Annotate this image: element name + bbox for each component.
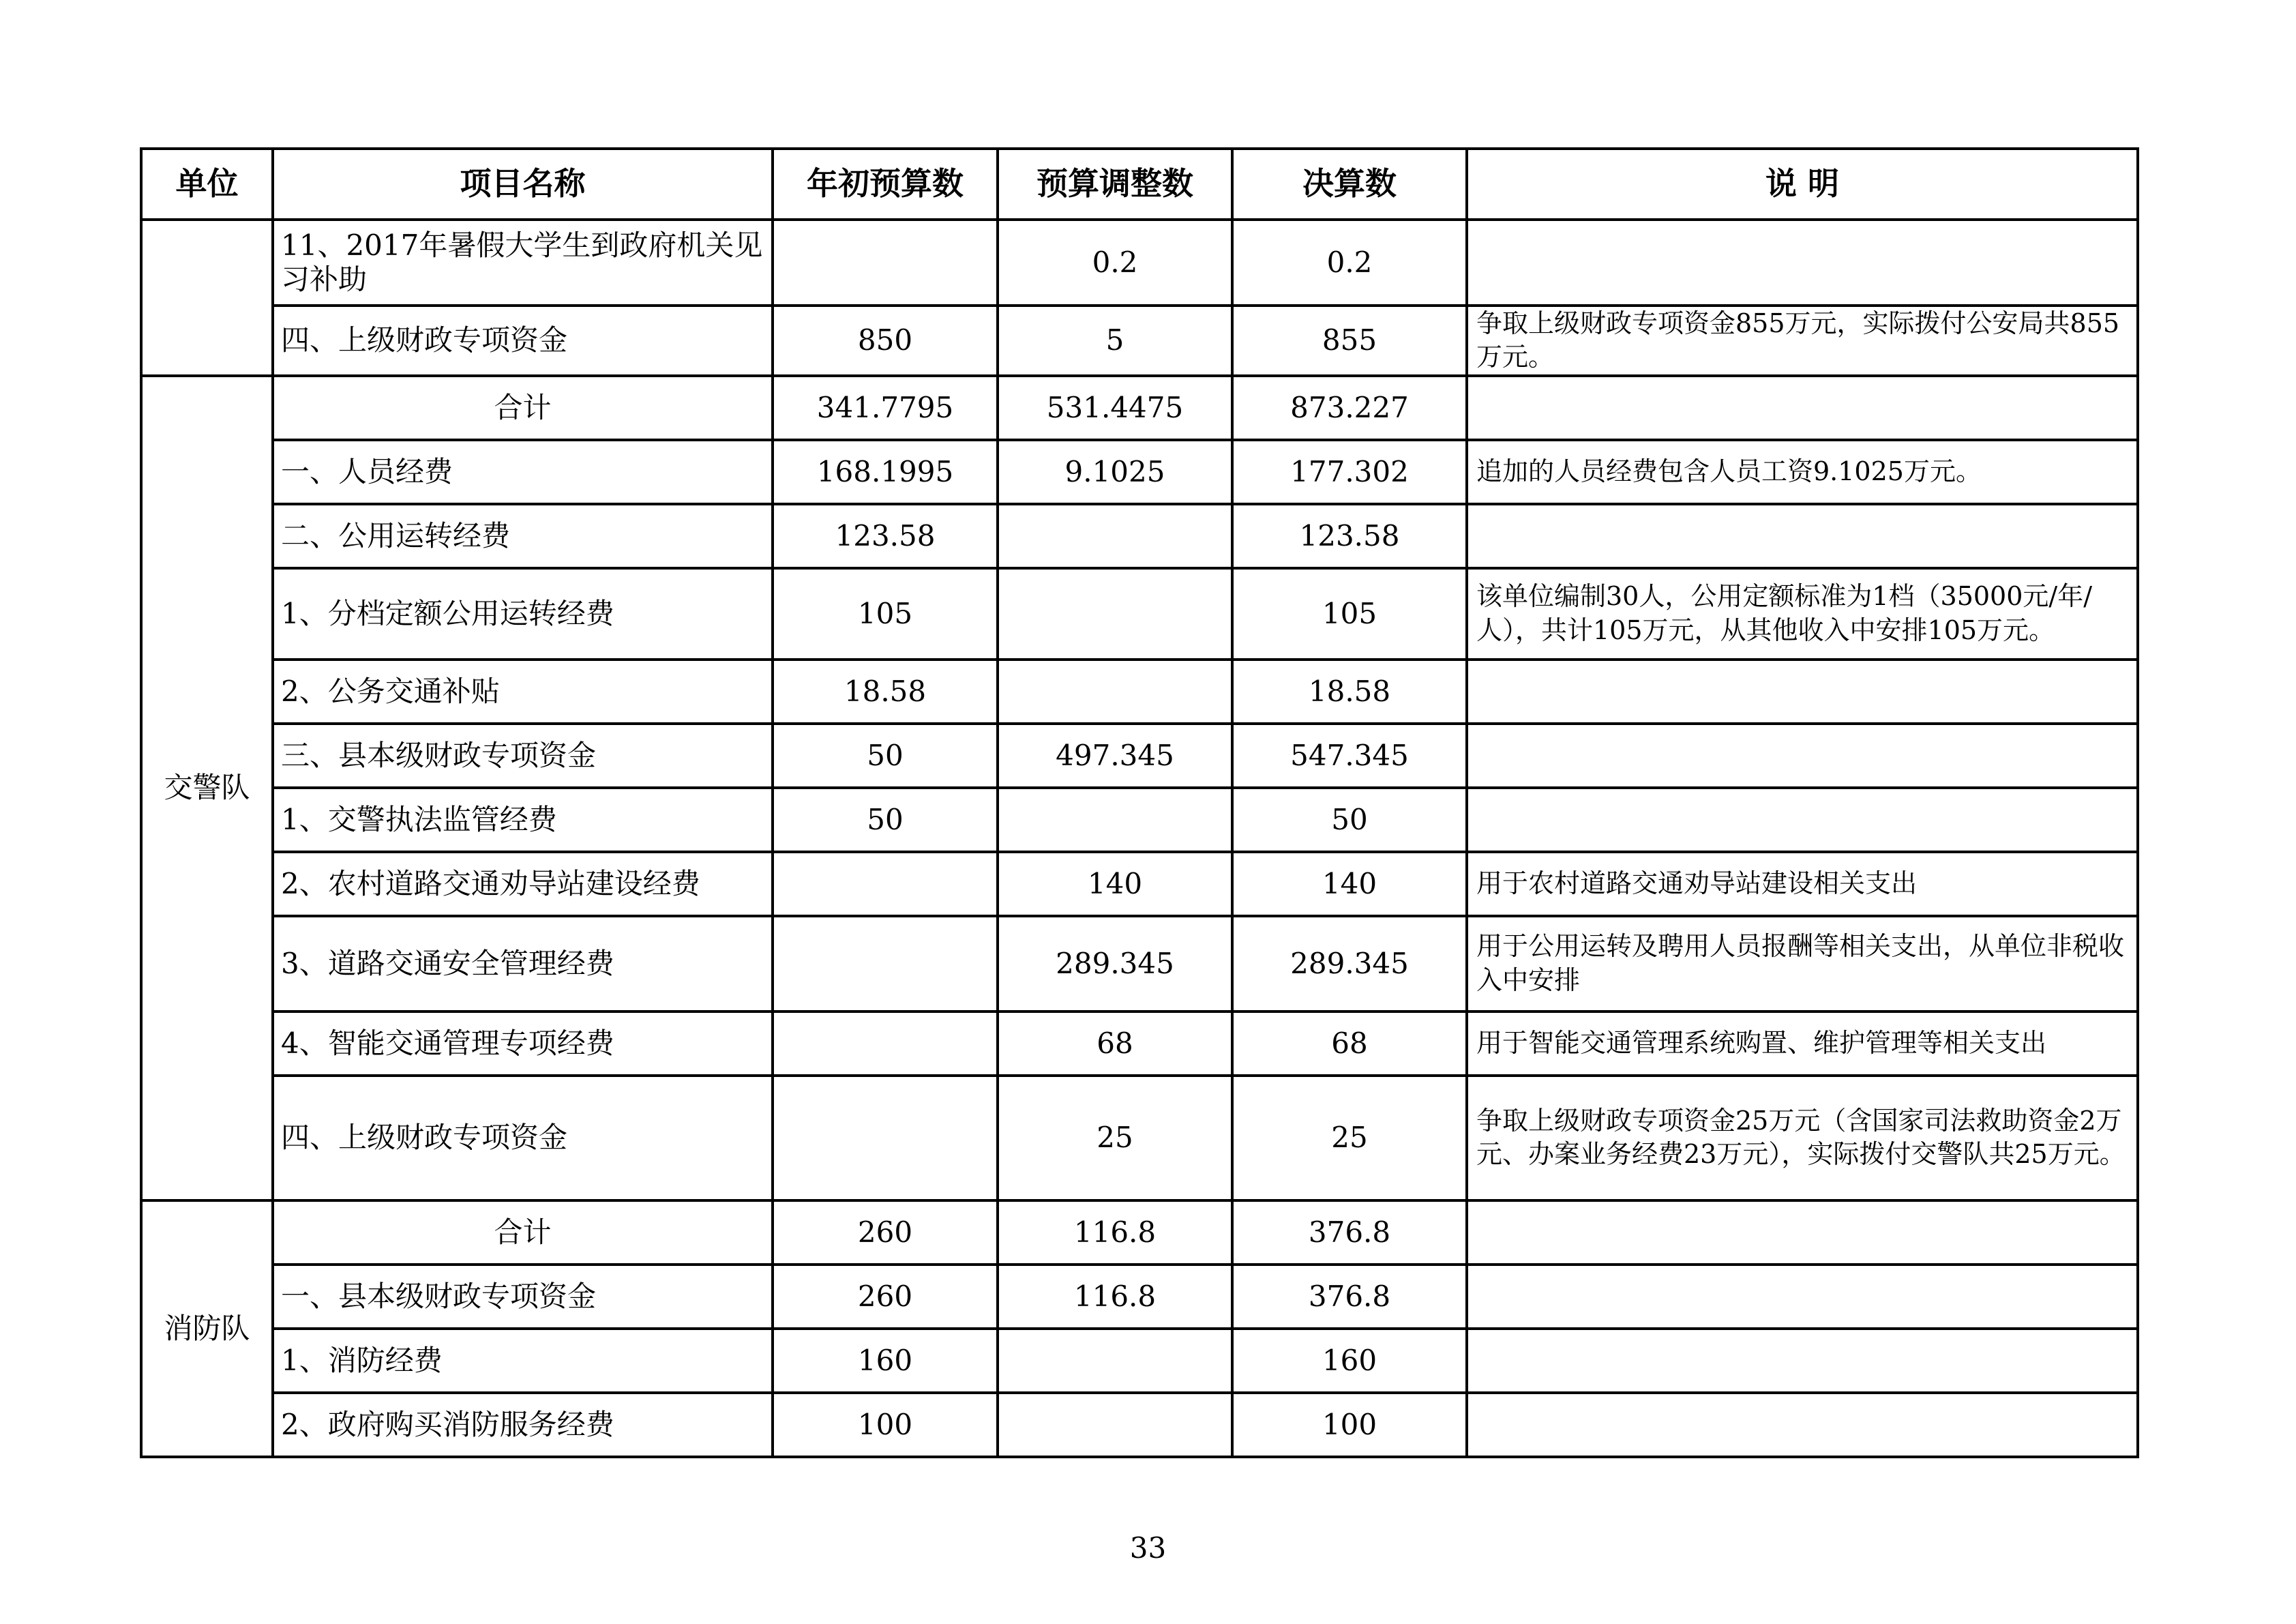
note-cell [1467,220,2138,306]
final-account-cell: 376.8 [1232,1200,1467,1265]
adjustment-cell: 0.2 [998,220,1232,306]
item-name-cell: 1、交警执法监管经费 [273,788,773,852]
final-account-cell: 0.2 [1232,220,1467,306]
item-name-cell: 3、道路交通安全管理经费 [273,916,773,1012]
final-account-cell: 289.345 [1232,916,1467,1012]
table-row [141,1393,2138,1457]
adjustment-cell [998,788,1232,852]
item-name-cell: 三、县本级财政专项资金 [273,724,773,788]
final-account-cell: 18.58 [1232,660,1467,724]
note-cell: 用于公用运转及聘用人员报酬等相关支出，从单位非税收入中安排 [1467,916,2138,1012]
initial-budget-cell: 50 [773,724,998,788]
header-final: 决算数 [1232,149,1467,220]
table-row [141,660,2138,724]
budget-table [140,147,2139,1458]
unit-cell: 消防队 [141,1200,273,1457]
final-account-cell: 140 [1232,852,1467,916]
item-name-cell: 四、上级财政专项资金 [273,306,773,376]
final-account-cell: 25 [1232,1076,1467,1200]
initial-budget-cell: 260 [773,1200,998,1265]
unit-cell [141,220,273,376]
note-cell [1467,1393,2138,1457]
initial-budget-cell: 168.1995 [773,440,998,504]
item-name-cell: 1、消防经费 [273,1329,773,1393]
final-account-cell: 873.227 [1232,376,1467,440]
initial-budget-cell [773,916,998,1012]
page-number: 33 [1129,1531,1167,1565]
initial-budget-cell [773,220,998,306]
adjustment-cell: 25 [998,1076,1232,1200]
adjustment-cell [998,568,1232,660]
item-name-cell: 二、公用运转经费 [273,504,773,568]
note-cell: 争取上级财政专项资金25万元（含国家司法救助资金2万元、办案业务经费23万元），实际拨付交警队共25万元。 [1467,1076,2138,1200]
table-body [141,220,2138,1457]
initial-budget-cell: 341.7795 [773,376,998,440]
initial-budget-cell: 50 [773,788,998,852]
item-name-cell: 合计 [273,1200,773,1265]
final-account-cell: 547.345 [1232,724,1467,788]
adjustment-cell [998,660,1232,724]
initial-budget-cell: 18.58 [773,660,998,724]
item-name-cell: 2、公务交通补贴 [273,660,773,724]
header-name: 项目名称 [273,149,773,220]
header-adjust: 预算调整数 [998,149,1232,220]
note-cell [1467,1329,2138,1393]
table-row [141,1200,2138,1265]
table-row [141,916,2138,1012]
table-row [141,504,2138,568]
item-name-cell: 一、人员经费 [273,440,773,504]
item-name-cell: 四、上级财政专项资金 [273,1076,773,1200]
adjustment-cell [998,1329,1232,1393]
table-row [141,440,2138,504]
final-account-cell: 68 [1232,1012,1467,1076]
note-cell [1467,660,2138,724]
final-account-cell: 100 [1232,1393,1467,1457]
initial-budget-cell: 123.58 [773,504,998,568]
item-name-cell: 11、2017年暑假大学生到政府机关见习补助 [273,220,773,306]
item-name-cell: 2、政府购买消防服务经费 [273,1393,773,1457]
final-account-cell: 50 [1232,788,1467,852]
table-row [141,724,2138,788]
initial-budget-cell: 260 [773,1265,998,1329]
note-cell: 该单位编制30人，公用定额标准为1档（35000元/年/人），共计105万元，从其他收入中安排105万元。 [1467,568,2138,660]
table-row [141,788,2138,852]
adjustment-cell: 531.4475 [998,376,1232,440]
initial-budget-cell: 850 [773,306,998,376]
initial-budget-cell [773,1012,998,1076]
table-row [141,852,2138,916]
item-name-cell: 1、分档定额公用运转经费 [273,568,773,660]
note-cell: 用于智能交通管理系统购置、维护管理等相关支出 [1467,1012,2138,1076]
note-cell [1467,376,2138,440]
adjustment-cell: 116.8 [998,1265,1232,1329]
header-row [141,149,2138,220]
table-row [141,306,2138,376]
initial-budget-cell: 160 [773,1329,998,1393]
adjustment-cell: 68 [998,1012,1232,1076]
final-account-cell: 376.8 [1232,1265,1467,1329]
adjustment-cell: 289.345 [998,916,1232,1012]
adjustment-cell: 5 [998,306,1232,376]
adjustment-cell: 140 [998,852,1232,916]
header-initial: 年初预算数 [773,149,998,220]
note-cell [1467,504,2138,568]
table-row [141,568,2138,660]
note-cell: 争取上级财政专项资金855万元，实际拨付公安局共855万元。 [1467,306,2138,376]
item-name-cell: 4、智能交通管理专项经费 [273,1012,773,1076]
item-name-cell: 合计 [273,376,773,440]
final-account-cell: 160 [1232,1329,1467,1393]
table-row [141,220,2138,306]
note-cell [1467,1200,2138,1265]
adjustment-cell: 497.345 [998,724,1232,788]
adjustment-cell [998,1393,1232,1457]
table-row [141,1012,2138,1076]
note-cell [1467,788,2138,852]
table-row [141,1076,2138,1200]
note-cell [1467,1265,2138,1329]
table-row [141,1265,2138,1329]
adjustment-cell: 9.1025 [998,440,1232,504]
initial-budget-cell [773,1076,998,1200]
unit-cell: 交警队 [141,376,273,1200]
initial-budget-cell: 105 [773,568,998,660]
header-note: 说 明 [1467,149,2138,220]
item-name-cell: 2、农村道路交通劝导站建设经费 [273,852,773,916]
final-account-cell: 105 [1232,568,1467,660]
adjustment-cell [998,504,1232,568]
item-name-cell: 一、县本级财政专项资金 [273,1265,773,1329]
final-account-cell: 855 [1232,306,1467,376]
final-account-cell: 177.302 [1232,440,1467,504]
header-unit: 单位 [141,149,273,220]
initial-budget-cell [773,852,998,916]
initial-budget-cell: 100 [773,1393,998,1457]
note-cell: 用于农村道路交通劝导站建设相关支出 [1467,852,2138,916]
table-row [141,1329,2138,1393]
table-row [141,376,2138,440]
note-cell [1467,724,2138,788]
note-cell: 追加的人员经费包含人员工资9.1025万元。 [1467,440,2138,504]
final-account-cell: 123.58 [1232,504,1467,568]
adjustment-cell: 116.8 [998,1200,1232,1265]
